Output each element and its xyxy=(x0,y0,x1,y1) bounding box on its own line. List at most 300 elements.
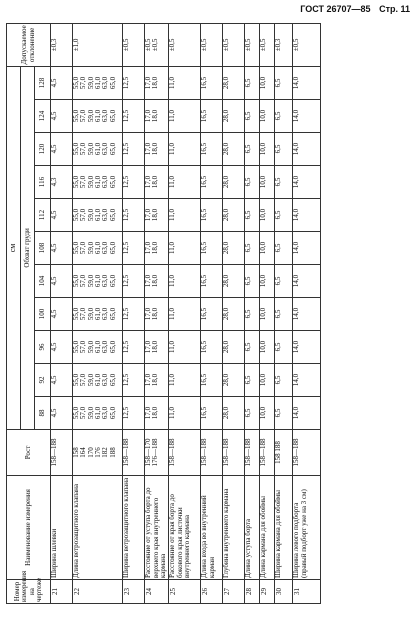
value-cell xyxy=(245,66,260,99)
value-cell xyxy=(169,364,201,397)
value: 55,0 xyxy=(72,109,80,123)
value: 18,0 xyxy=(151,406,160,420)
height-value: 158—188 xyxy=(222,438,231,467)
value: 10,0 xyxy=(259,340,268,354)
col-header-number: Номер измерения на чертеже xyxy=(7,580,51,604)
value-cell xyxy=(293,364,321,397)
value: 6,5 xyxy=(244,342,253,352)
value: 61,0 xyxy=(94,241,103,255)
value: 28,0 xyxy=(222,307,231,321)
value: 59,0 xyxy=(86,340,95,354)
measurement-name: Длина уступа борта xyxy=(245,476,260,580)
value: 4,5 xyxy=(50,243,58,253)
value-cell xyxy=(260,331,275,364)
value: 17,0 xyxy=(144,340,152,354)
value-cell xyxy=(293,397,321,430)
value: 10,0 xyxy=(259,406,268,420)
value-cell xyxy=(201,397,223,430)
value: 6,5 xyxy=(244,111,253,121)
tolerance-value: ±0,5 xyxy=(244,38,253,52)
value-cell xyxy=(73,232,123,265)
value: 12,5 xyxy=(122,307,130,321)
value: 6,5 xyxy=(244,78,253,88)
value-cell xyxy=(245,133,260,166)
value-cell xyxy=(275,66,293,99)
height-value: 158—188 xyxy=(244,438,253,467)
value: 63,0 xyxy=(101,76,110,90)
value-cell xyxy=(51,397,73,430)
size-header-cell: 104 xyxy=(35,265,51,298)
value-cell xyxy=(169,166,201,199)
value: 18,0 xyxy=(151,208,160,222)
value-cell xyxy=(123,66,145,99)
measurement-number: 29 xyxy=(260,580,275,604)
value-cell xyxy=(245,100,260,133)
tolerance-value: ±0,5 xyxy=(122,38,130,52)
value: 4,3 xyxy=(50,177,58,187)
tolerance-cell xyxy=(275,23,293,66)
size-header-cell: 100 xyxy=(35,298,51,331)
value: 11,0 xyxy=(168,242,177,254)
value-cell xyxy=(275,199,293,232)
value: 12,5 xyxy=(122,241,130,255)
value: 63,0 xyxy=(101,175,110,189)
tolerance-value: ±0,3 xyxy=(274,38,283,52)
table-row xyxy=(123,23,145,603)
table-row xyxy=(223,23,245,603)
value-cell xyxy=(169,199,201,232)
value-cell xyxy=(275,364,293,397)
value: 10,0 xyxy=(259,76,268,90)
value: 57,0 xyxy=(79,274,88,288)
value: 61,0 xyxy=(94,208,103,222)
value-cell xyxy=(293,133,321,166)
value: 6,5 xyxy=(244,375,253,385)
value-cell xyxy=(123,100,145,133)
value: 18,0 xyxy=(151,274,160,288)
value: 11,0 xyxy=(168,407,177,419)
value: 17,0 xyxy=(144,142,152,156)
value-cell xyxy=(245,166,260,199)
value-cell xyxy=(169,331,201,364)
value-cell xyxy=(123,199,145,232)
table-row xyxy=(73,23,123,603)
value-cell xyxy=(293,166,321,199)
col-header-tolerance: Допускаемое отклонение xyxy=(7,23,51,66)
value-cell xyxy=(73,199,123,232)
value: 63,0 xyxy=(101,373,110,387)
height-value: 182 xyxy=(101,447,110,458)
value: 28,0 xyxy=(222,241,231,255)
value: 11,0 xyxy=(168,176,177,188)
value: 55,0 xyxy=(72,307,80,321)
value: 59,0 xyxy=(86,142,95,156)
chest-girth-header: Обхват груди xyxy=(21,66,35,429)
value: 11,0 xyxy=(168,76,177,89)
height-value: 164 xyxy=(79,447,88,458)
value: 11,0 xyxy=(168,374,177,386)
value: 6,5 xyxy=(244,309,253,319)
value: 6,5 xyxy=(274,276,283,286)
value: 16,5 xyxy=(200,274,209,288)
value: 65,0 xyxy=(108,340,117,354)
value-cell xyxy=(51,364,73,397)
value: 6,5 xyxy=(274,210,283,220)
value-cell xyxy=(145,265,169,298)
value-cell xyxy=(245,364,260,397)
measurement-number: 21 xyxy=(51,580,73,604)
value: 28,0 xyxy=(222,406,231,420)
value: 55,0 xyxy=(72,76,80,90)
value: 18,0 xyxy=(151,175,160,189)
value-cell xyxy=(223,166,245,199)
value-cell xyxy=(260,100,275,133)
page-header xyxy=(294,4,410,14)
height-cell xyxy=(123,430,145,476)
value: 10,0 xyxy=(259,307,268,321)
value: 63,0 xyxy=(101,274,110,288)
value-cell xyxy=(223,331,245,364)
measurement-name: Длина входа во внутренний карман xyxy=(201,476,223,580)
value-cell xyxy=(293,298,321,331)
value: 6,5 xyxy=(274,177,283,187)
tolerance-value: ±0,5 xyxy=(292,38,301,52)
measurement-name: Длина ветрозащитного клапана xyxy=(73,476,123,580)
measurement-number: 31 xyxy=(293,580,321,604)
value: 6,5 xyxy=(274,375,283,385)
value-cell xyxy=(123,364,145,397)
value: 6,5 xyxy=(274,111,283,121)
measurements-table xyxy=(6,23,321,604)
value: 18,0 xyxy=(151,373,160,387)
value: 16,5 xyxy=(200,340,209,354)
measurement-number: 26 xyxy=(201,580,223,604)
value-cell xyxy=(51,331,73,364)
value: 4,5 xyxy=(50,276,58,286)
value: 61,0 xyxy=(94,406,103,420)
table-row xyxy=(245,23,260,603)
value-cell xyxy=(293,199,321,232)
value: 59,0 xyxy=(86,406,95,420)
value: 17,0 xyxy=(144,76,152,90)
value-cell xyxy=(201,100,223,133)
value-cell xyxy=(260,232,275,265)
value: 59,0 xyxy=(86,274,95,288)
value: 14,0 xyxy=(292,142,301,156)
value: 10,0 xyxy=(259,274,268,288)
table-row xyxy=(201,23,223,603)
table-row xyxy=(293,23,321,603)
value: 4,5 xyxy=(50,144,58,154)
tolerance-cell xyxy=(223,23,245,66)
tolerance-cell xyxy=(260,23,275,66)
height-cell xyxy=(201,430,223,476)
value: 4,5 xyxy=(50,309,58,319)
value: 57,0 xyxy=(79,109,88,123)
value-cell xyxy=(260,298,275,331)
value-cell xyxy=(260,166,275,199)
value: 12,5 xyxy=(122,109,130,123)
value: 63,0 xyxy=(101,340,110,354)
value: 10,0 xyxy=(259,142,268,156)
value-cell xyxy=(201,364,223,397)
value-cell xyxy=(223,364,245,397)
value: 16,5 xyxy=(200,109,209,123)
value: 6,5 xyxy=(274,408,283,418)
value: 11,0 xyxy=(168,275,177,287)
size-header-cell: 88 xyxy=(35,397,51,430)
height-cell xyxy=(145,430,169,476)
tolerance-cell xyxy=(201,23,223,66)
tolerance-cell xyxy=(51,23,73,66)
value-cell xyxy=(123,331,145,364)
value-cell xyxy=(51,66,73,99)
value: 12,5 xyxy=(122,274,130,288)
value: 61,0 xyxy=(94,76,103,90)
value: 6,5 xyxy=(244,177,253,187)
value: 16,5 xyxy=(200,175,209,189)
value-cell xyxy=(145,166,169,199)
table-row xyxy=(145,23,169,603)
value-cell xyxy=(201,133,223,166)
value: 57,0 xyxy=(79,406,88,420)
value: 59,0 xyxy=(86,208,95,222)
value-cell xyxy=(245,397,260,430)
value: 63,0 xyxy=(101,307,110,321)
measurement-name: Длина кармана для обоймы xyxy=(260,476,275,580)
measurement-number: 23 xyxy=(123,580,145,604)
tolerance-value: ±0,5 xyxy=(151,38,160,52)
value: 55,0 xyxy=(72,340,80,354)
value: 65,0 xyxy=(108,109,117,123)
value-cell xyxy=(275,397,293,430)
value-cell xyxy=(169,397,201,430)
height-cell xyxy=(169,430,201,476)
value: 16,5 xyxy=(200,241,209,255)
value-cell xyxy=(245,232,260,265)
value-cell xyxy=(260,364,275,397)
value-cell xyxy=(123,298,145,331)
tolerance-cell xyxy=(169,23,201,66)
height-value: 158—188 xyxy=(259,438,268,467)
value: 16,5 xyxy=(200,406,209,420)
measurement-number: 27 xyxy=(223,580,245,604)
value: 14,0 xyxy=(292,208,301,222)
value: 6,5 xyxy=(244,144,253,154)
value-cell xyxy=(51,100,73,133)
value: 14,0 xyxy=(292,307,301,321)
value: 65,0 xyxy=(108,175,117,189)
value-cell xyxy=(169,265,201,298)
value: 57,0 xyxy=(79,340,88,354)
tolerance-value: ±0,5 xyxy=(222,38,231,52)
value-cell xyxy=(51,199,73,232)
value: 16,5 xyxy=(200,76,209,90)
height-value: 176 xyxy=(94,447,103,458)
value-cell xyxy=(245,199,260,232)
value-cell xyxy=(245,265,260,298)
value-cell xyxy=(51,265,73,298)
value: 28,0 xyxy=(222,274,231,288)
value: 59,0 xyxy=(86,76,95,90)
value-cell xyxy=(169,100,201,133)
measurement-name: Ширина кармана для обоймы xyxy=(275,476,293,580)
value: 61,0 xyxy=(94,340,103,354)
tolerance-cell xyxy=(73,23,123,66)
value: 61,0 xyxy=(94,373,103,387)
tolerance-value: ±0,3 xyxy=(50,38,58,52)
value-cell xyxy=(73,66,123,99)
height-value: 158—188 xyxy=(168,438,177,467)
value: 61,0 xyxy=(94,175,103,189)
value: 57,0 xyxy=(79,373,88,387)
value-cell xyxy=(169,298,201,331)
value: 16,5 xyxy=(200,307,209,321)
value: 10,0 xyxy=(259,241,268,255)
value-cell xyxy=(223,133,245,166)
value-cell xyxy=(275,331,293,364)
value: 28,0 xyxy=(222,208,231,222)
value-cell xyxy=(260,397,275,430)
value: 14,0 xyxy=(292,274,301,288)
value-cell xyxy=(169,232,201,265)
value-cell xyxy=(123,265,145,298)
value-cell xyxy=(223,100,245,133)
value: 61,0 xyxy=(94,307,103,321)
rotated-table-area xyxy=(6,24,406,604)
measurement-number: 30 xyxy=(275,580,293,604)
height-cell xyxy=(245,430,260,476)
value-cell xyxy=(275,100,293,133)
value-cell xyxy=(51,232,73,265)
value: 14,0 xyxy=(292,109,301,123)
value: 16,5 xyxy=(200,142,209,156)
value-cell xyxy=(145,133,169,166)
tolerance-value: ±0,5 xyxy=(168,38,177,52)
value: 14,0 xyxy=(292,241,301,255)
value: 18,0 xyxy=(151,307,160,321)
value-cell xyxy=(123,166,145,199)
size-header-cell: 128 xyxy=(35,66,51,99)
value: 57,0 xyxy=(79,241,88,255)
value-cell xyxy=(201,66,223,99)
value: 59,0 xyxy=(86,241,95,255)
value: 63,0 xyxy=(101,406,110,420)
height-value: 158—188 xyxy=(200,438,209,467)
value-cell xyxy=(145,232,169,265)
value: 14,0 xyxy=(292,340,301,354)
value: 57,0 xyxy=(79,142,88,156)
value: 59,0 xyxy=(86,175,95,189)
size-header-cell: 116 xyxy=(35,166,51,199)
value: 17,0 xyxy=(144,274,152,288)
value-cell xyxy=(123,397,145,430)
value: 17,0 xyxy=(144,208,152,222)
value: 61,0 xyxy=(94,274,103,288)
tolerance-value: ±1,0 xyxy=(72,38,80,52)
value: 4,5 xyxy=(50,342,58,352)
value-cell xyxy=(201,166,223,199)
value: 17,0 xyxy=(144,373,152,387)
value: 10,0 xyxy=(259,208,268,222)
height-value: 170 xyxy=(86,447,95,458)
page-number: Стр. 11 xyxy=(379,4,410,14)
value-cell xyxy=(293,265,321,298)
value-cell xyxy=(123,133,145,166)
value-cell xyxy=(145,100,169,133)
table-row xyxy=(169,23,201,603)
value-cell xyxy=(51,133,73,166)
value-cell xyxy=(73,100,123,133)
value-cell xyxy=(245,331,260,364)
value: 59,0 xyxy=(86,373,95,387)
value: 18,0 xyxy=(151,340,160,354)
value: 6,5 xyxy=(244,243,253,253)
value: 28,0 xyxy=(222,373,231,387)
tolerance-value: ±0,5 xyxy=(200,38,209,52)
measurement-number: 22 xyxy=(73,580,123,604)
value: 11,0 xyxy=(168,341,177,353)
value: 55,0 xyxy=(72,241,80,255)
height-value: 176—188 xyxy=(151,438,160,467)
value-cell xyxy=(293,100,321,133)
value: 10,0 xyxy=(259,373,268,387)
measurement-name: Ширина левого подборта (правый подборт уже на 3 см) xyxy=(293,476,321,580)
value-cell xyxy=(260,265,275,298)
value: 12,5 xyxy=(122,208,130,222)
value: 16,5 xyxy=(200,373,209,387)
size-header-cell: 112 xyxy=(35,199,51,232)
value: 28,0 xyxy=(222,340,231,354)
value: 55,0 xyxy=(72,373,80,387)
value-cell xyxy=(51,298,73,331)
value-cell xyxy=(145,298,169,331)
size-header-cell: 124 xyxy=(35,100,51,133)
tolerance-value: ±0,5 xyxy=(144,38,152,52)
value: 65,0 xyxy=(108,208,117,222)
standard-code: ГОСТ 26707—85 xyxy=(300,4,371,14)
measurement-number: 24 xyxy=(145,580,169,604)
value: 6,5 xyxy=(244,210,253,220)
value: 63,0 xyxy=(101,142,110,156)
tolerance-cell xyxy=(123,23,145,66)
value: 28,0 xyxy=(222,175,231,189)
col-header-name: Наименование измерения xyxy=(7,476,51,580)
value: 61,0 xyxy=(94,142,103,156)
height-cell xyxy=(275,430,293,476)
height-cell xyxy=(293,430,321,476)
value-cell xyxy=(223,199,245,232)
value: 65,0 xyxy=(108,76,117,90)
value: 28,0 xyxy=(222,142,231,156)
col-header-height: Рост xyxy=(7,430,51,476)
value: 57,0 xyxy=(79,307,88,321)
value-cell xyxy=(145,199,169,232)
tolerance-cell xyxy=(145,23,169,66)
value-cell xyxy=(73,298,123,331)
value: 28,0 xyxy=(222,109,231,123)
value: 17,0 xyxy=(144,109,152,123)
height-value: 158 188 xyxy=(274,441,283,464)
value-cell xyxy=(223,298,245,331)
value: 17,0 xyxy=(144,241,152,255)
value-cell xyxy=(260,66,275,99)
tolerance-value: ±0,5 xyxy=(259,38,268,52)
table-row xyxy=(275,23,293,603)
value-cell xyxy=(201,331,223,364)
value-cell xyxy=(73,166,123,199)
value: 4,5 xyxy=(50,210,58,220)
